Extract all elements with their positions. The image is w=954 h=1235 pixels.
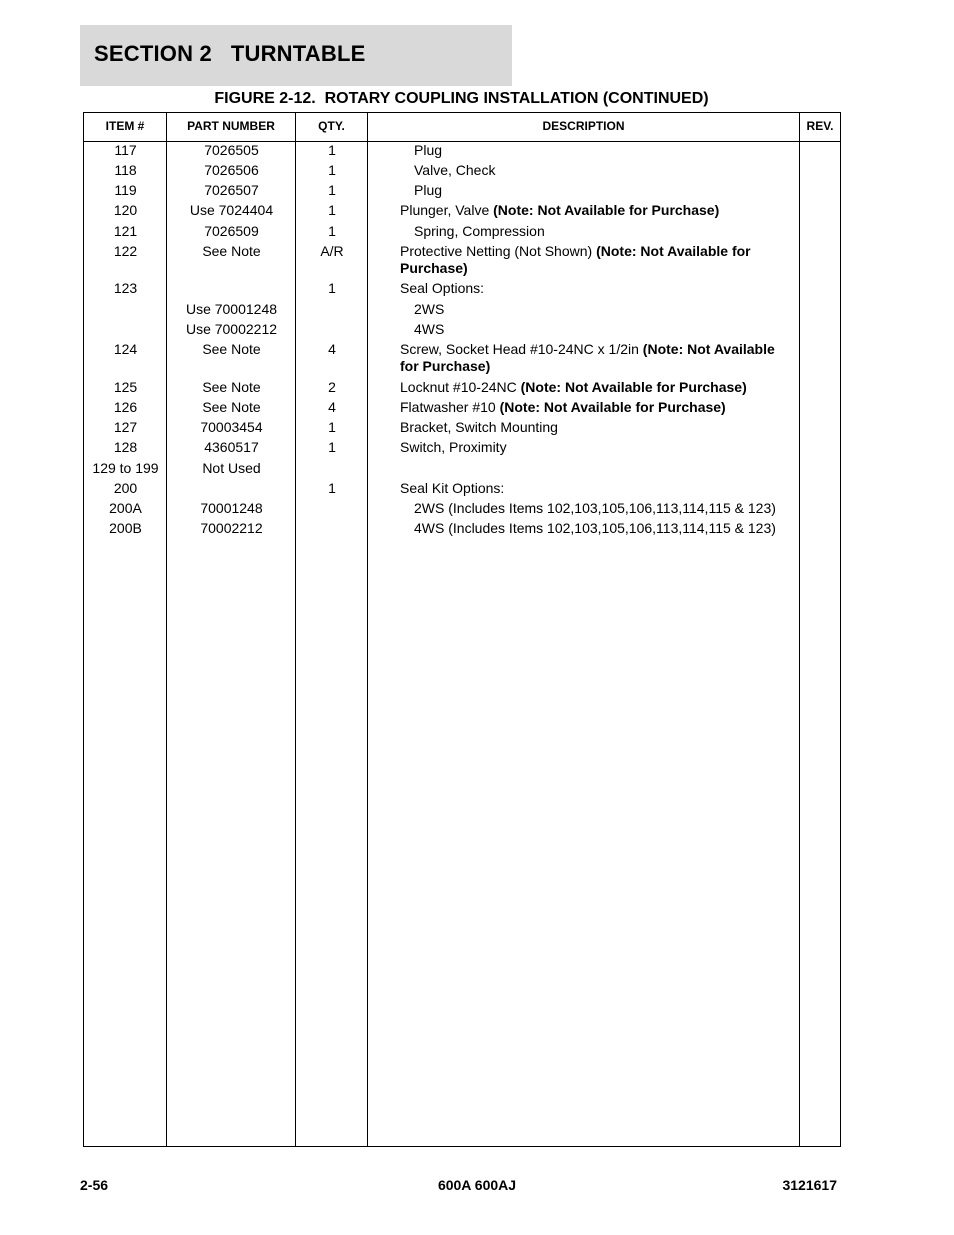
table-row [84,321,840,341]
section-header [80,25,512,86]
part-number: 7026507 [204,182,259,198]
description [400,202,790,219]
part-number: See Note [202,243,261,259]
description [400,341,790,375]
quantity: 1 [328,439,336,455]
quantity: 1 [328,202,336,218]
page-number: 2-56 [80,1177,109,1193]
description [400,480,790,497]
table-row [84,500,840,520]
description-text: Seal Kit Options: [400,480,505,496]
description-text: 2WS [414,301,445,317]
part-number: 7026505 [204,142,259,158]
item-number: 127 [113,419,138,435]
description [414,223,804,240]
item-number: 123 [113,280,138,296]
part-number: See Note [202,399,261,415]
quantity: 1 [328,162,336,178]
description-text: 4WS (Includes Items 102,103,105,106,113,114,115 & 123) [414,520,776,536]
table-row [84,480,840,500]
column-header-rev: REV. [806,119,834,133]
description [414,182,804,199]
description [414,142,804,159]
description-text: Locknut #10-24NC [400,379,521,395]
table-row [84,280,840,301]
description [414,301,804,318]
description-text: Plug [414,142,443,158]
description-text: Plug [414,182,443,198]
item-number: 200A [109,500,142,516]
description-text: Screw, Socket Head #10-24NC x 1/2in [400,341,643,357]
part-number: See Note [202,341,261,357]
column-header-description: DESCRIPTION [542,119,625,133]
description-text: Bracket, Switch Mounting [400,419,558,435]
description-text: 4WS [414,321,445,337]
item-number: 126 [113,399,138,415]
description [400,280,790,297]
table-row [84,419,840,439]
item-number: 119 [114,182,137,198]
item-number: 120 [113,202,138,218]
availability-note: (Note: Not Available for Purchase) [499,399,726,415]
quantity: A/R [320,243,344,259]
description-text: Spring, Compression [414,223,545,239]
description [414,162,804,179]
table-row [84,142,840,162]
description [414,500,804,517]
part-number: 4360517 [204,439,259,455]
description [400,399,790,416]
description-text: 2WS (Includes Items 102,103,105,106,113,114,115 & 123) [414,500,776,516]
description [400,439,790,456]
quantity: 1 [328,182,336,198]
part-number: 7026506 [204,162,259,178]
description [400,379,790,396]
part-number: Use 70001248 [185,301,278,317]
item-number: 124 [113,341,138,357]
quantity: 1 [328,223,336,239]
part-number: See Note [202,379,261,395]
description [414,321,804,338]
table-row [84,182,840,202]
quantity: 1 [328,480,336,496]
part-number: 70001248 [200,500,263,516]
description-text: Plunger, Valve [400,202,494,218]
column-header-part-number: PART NUMBER [187,119,275,133]
quantity: 1 [328,419,336,435]
model-name: 600A 600AJ [437,1177,517,1193]
table-row [84,439,840,460]
item-number: 200 [113,480,138,496]
availability-note: (Note: Not Available for Purchase) [400,243,751,276]
availability-note: (Note: Not Available for Purchase) [493,202,720,218]
quantity: 1 [328,142,336,158]
description [400,419,790,436]
table-header-row [84,113,840,142]
document-number: 3121617 [782,1177,837,1193]
description [400,243,790,277]
table-row [84,399,840,419]
description-text: Seal Options: [400,280,485,296]
description [414,520,804,537]
parts-table [83,112,841,1147]
quantity: 2 [328,379,336,395]
availability-note: (Note: Not Available for Purchase) [520,379,747,395]
part-number: 70002212 [200,520,263,536]
table-row [84,202,840,223]
column-header-qty: QTY. [318,119,345,133]
item-number: 118 [114,162,137,178]
item-number: 117 [114,142,137,158]
description-text: Switch, Proximity [400,439,507,455]
table-row [84,341,840,379]
item-number: 200B [109,520,142,536]
table-row [84,223,840,243]
quantity: 4 [328,399,336,415]
part-number: Not Used [202,460,261,476]
table-row [84,243,840,280]
part-number: 7026509 [204,223,259,239]
part-number: Use 7024404 [189,202,274,218]
figure-title: FIGURE 2-12. ROTARY COUPLING INSTALLATION (CONTINUED) [214,90,709,107]
table-row [84,379,840,399]
item-number: 121 [113,223,138,239]
item-number: 128 [113,439,138,455]
part-number: 70003454 [200,419,263,435]
table-row [84,162,840,182]
description-text: Protective Netting (Not Shown) [400,243,597,259]
description-text: Flatwasher #10 [400,399,500,415]
part-number: Use 70002212 [185,321,278,337]
quantity: 1 [328,280,336,296]
item-number: 125 [113,379,138,395]
description-text: Valve, Check [414,162,496,178]
column-header-item: ITEM # [105,119,145,133]
item-number: 122 [113,243,138,259]
item-number: 129 to 199 [92,460,159,476]
table-row [84,301,840,321]
table-row [84,520,840,540]
table-row [84,460,840,480]
section-title: SECTION 2 TURNTABLE [94,41,366,66]
availability-note: (Note: Not Available for Purchase) [400,341,775,374]
quantity: 4 [328,341,336,357]
